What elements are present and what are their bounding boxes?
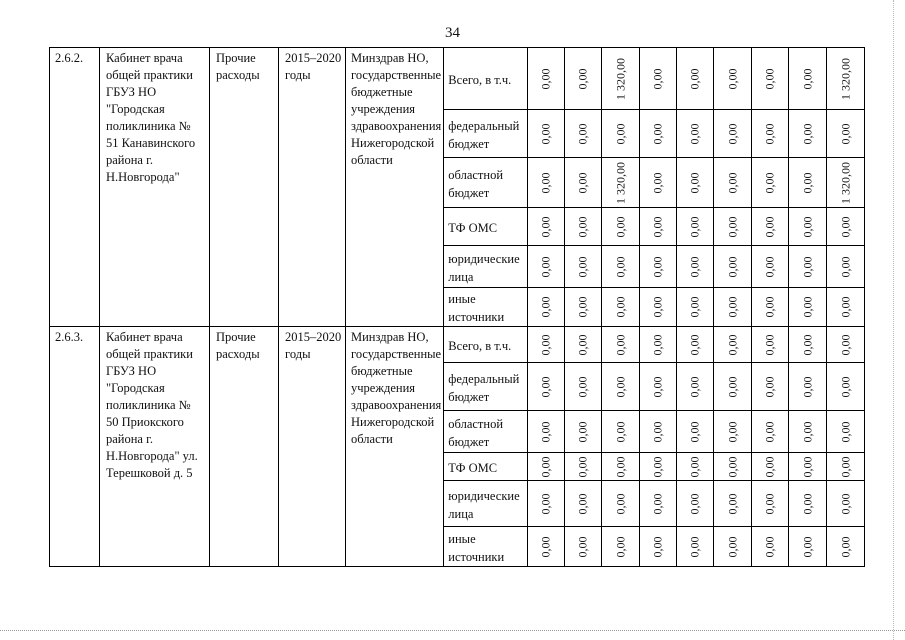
amount-value: 0,00 [613,536,628,557]
amount-value: 0,00 [725,256,740,277]
amount-cell [752,48,789,110]
amount-cell [714,110,752,158]
amount-cell [789,527,827,567]
amount-value: 0,00 [725,421,740,442]
amount-value: 0,00 [800,536,815,557]
funding-source: Всего, в т.ч. [444,48,528,110]
amount-cell [827,288,865,327]
amount-value: 0,00 [762,536,777,557]
amount-value: 0,00 [613,216,628,237]
amount-value: 0,00 [838,456,853,477]
funding-source: юридические лица [444,481,528,527]
amount-value: 0,00 [575,123,590,144]
amount-value: 0,00 [725,536,740,557]
amount-value: 0,00 [838,536,853,557]
amount-cell [827,481,865,527]
amount-value: 0,00 [575,376,590,397]
amount-value: 0,00 [538,172,553,193]
amount-cell [528,481,565,527]
amount-cell [528,208,565,246]
amount-value: 0,00 [687,68,702,89]
amount-cell [565,246,602,288]
amount-value: 0,00 [687,172,702,193]
funding-source: областной бюджет [444,411,528,453]
amount-value: 0,00 [650,376,665,397]
amount-value: 0,00 [762,172,777,193]
amount-value: 0,00 [575,256,590,277]
amount-cell [602,453,640,481]
amount-value: 0,00 [762,493,777,514]
amount-cell [602,158,640,208]
amount-value: 1 320,00 [838,161,853,204]
amount-cell [640,48,677,110]
amount-cell [640,527,677,567]
amount-value: 0,00 [650,421,665,442]
amount-value: 0,00 [613,334,628,355]
amount-cell [677,363,714,411]
amount-value: 0,00 [687,296,702,318]
amount-cell [677,48,714,110]
table-row [50,48,865,110]
amount-cell [602,48,640,110]
amount-value: 0,00 [575,172,590,193]
amount-value: 0,00 [538,493,553,514]
amount-cell [827,527,865,567]
amount-cell [752,288,789,327]
amount-value: 0,00 [762,216,777,237]
amount-cell [714,208,752,246]
amount-value: 0,00 [613,421,628,442]
executor: Минздрав НО, государственные бюджетные учреждения здравоохранения Нижегородской области [346,327,444,567]
amount-cell [565,48,602,110]
amount-cell [565,158,602,208]
amount-cell [714,48,752,110]
amount-value: 0,00 [800,256,815,277]
funding-source: иные источники [444,527,528,567]
amount-value: 0,00 [650,493,665,514]
executor: Минздрав НО, государственные бюджетные учреждения здравоохранения Нижегородской области [346,48,444,327]
amount-value: 0,00 [762,123,777,144]
amount-value: 0,00 [800,123,815,144]
amount-cell [714,453,752,481]
amount-value: 0,00 [687,123,702,144]
amount-cell [640,453,677,481]
amount-cell [602,363,640,411]
amount-value: 0,00 [725,216,740,237]
amount-value: 0,00 [800,493,815,514]
amount-value: 0,00 [725,334,740,355]
amount-cell [640,327,677,363]
amount-cell [714,327,752,363]
amount-cell [565,411,602,453]
amount-value: 0,00 [800,456,815,477]
expense-type: Прочие расходы [210,327,279,567]
amount-cell [602,481,640,527]
amount-value: 0,00 [575,334,590,355]
amount-value: 0,00 [538,536,553,557]
amount-value: 0,00 [838,334,853,355]
amount-cell [528,48,565,110]
amount-cell [677,327,714,363]
amount-cell [827,411,865,453]
funding-source: Всего, в т.ч. [444,327,528,363]
amount-cell [827,208,865,246]
amount-value: 0,00 [762,421,777,442]
expense-type: Прочие расходы [210,48,279,327]
amount-cell [602,411,640,453]
amount-cell [640,110,677,158]
amount-cell [528,246,565,288]
amount-cell [565,110,602,158]
item-code: 2.6.3. [50,327,100,567]
amount-value: 0,00 [762,334,777,355]
amount-value: 0,00 [762,456,777,477]
amount-value: 0,00 [687,256,702,277]
amount-value: 0,00 [838,493,853,514]
amount-value: 0,00 [538,296,553,318]
amount-value: 0,00 [725,456,740,477]
amount-cell [528,110,565,158]
amount-cell [528,327,565,363]
amount-value: 0,00 [650,216,665,237]
amount-value: 0,00 [650,296,665,318]
amount-value: 0,00 [575,68,590,89]
amount-value: 0,00 [650,172,665,193]
amount-cell [640,158,677,208]
amount-cell [602,327,640,363]
amount-cell [640,208,677,246]
table-row [50,327,865,363]
amount-value: 1 320,00 [838,57,853,100]
amount-cell [789,208,827,246]
amount-value: 0,00 [575,493,590,514]
amount-cell [827,363,865,411]
amount-value: 0,00 [650,334,665,355]
amount-value: 0,00 [650,256,665,277]
amount-cell [565,527,602,567]
amount-cell [677,208,714,246]
amount-cell [602,288,640,327]
amount-cell [640,288,677,327]
amount-value: 0,00 [538,376,553,397]
item-name: Кабинет врача общей практики ГБУЗ НО "Городская поликлиника № 51 Канавинского района г. Н.Новгорода" [100,48,210,327]
amount-value: 0,00 [838,296,853,318]
amount-cell [827,48,865,110]
amount-cell [752,411,789,453]
amount-value: 0,00 [762,376,777,397]
amount-cell [565,453,602,481]
amount-cell [752,246,789,288]
amount-cell [752,327,789,363]
amount-value: 0,00 [687,376,702,397]
budget-table [49,47,865,567]
amount-cell [789,363,827,411]
amount-value: 0,00 [650,536,665,557]
amount-cell [752,527,789,567]
amount-value: 0,00 [613,256,628,277]
amount-value: 0,00 [538,456,553,477]
amount-value: 0,00 [613,296,628,318]
amount-value: 0,00 [800,376,815,397]
page-bottom-rule [0,630,905,631]
amount-cell [827,110,865,158]
amount-cell [789,246,827,288]
period: 2015–2020 годы [279,48,346,327]
amount-cell [565,481,602,527]
amount-value: 0,00 [838,421,853,442]
amount-value: 0,00 [725,376,740,397]
funding-source: иные источники [444,288,528,327]
amount-cell [789,453,827,481]
amount-value: 0,00 [800,334,815,355]
amount-value: 0,00 [687,536,702,557]
amount-cell [565,208,602,246]
amount-value: 0,00 [762,256,777,277]
amount-value: 0,00 [725,493,740,514]
amount-cell [789,327,827,363]
amount-cell [789,288,827,327]
amount-value: 0,00 [762,68,777,89]
amount-value: 0,00 [838,376,853,397]
amount-cell [827,453,865,481]
amount-value: 0,00 [613,493,628,514]
amount-cell [528,288,565,327]
amount-value: 0,00 [538,123,553,144]
amount-cell [714,288,752,327]
amount-cell [752,481,789,527]
amount-value: 0,00 [613,456,628,477]
amount-value: 0,00 [838,216,853,237]
amount-cell [789,48,827,110]
amount-cell [640,481,677,527]
scan-edge-mark [893,0,894,640]
amount-cell [565,288,602,327]
amount-value: 0,00 [575,536,590,557]
amount-value: 0,00 [538,216,553,237]
amount-cell [714,363,752,411]
amount-value: 0,00 [800,68,815,89]
amount-value: 0,00 [800,216,815,237]
amount-cell [827,246,865,288]
amount-cell [677,453,714,481]
amount-value: 0,00 [575,421,590,442]
period: 2015–2020 годы [279,327,346,567]
amount-cell [602,110,640,158]
amount-cell [752,158,789,208]
amount-value: 0,00 [838,123,853,144]
amount-cell [714,527,752,567]
page-number: 34 [445,25,460,41]
funding-source: юридические лица [444,246,528,288]
amount-cell [789,481,827,527]
amount-cell [528,527,565,567]
amount-value: 0,00 [575,296,590,318]
amount-cell [714,246,752,288]
amount-value: 0,00 [687,493,702,514]
amount-value: 0,00 [687,456,702,477]
amount-cell [752,208,789,246]
amount-value: 0,00 [575,216,590,237]
amount-value: 0,00 [575,456,590,477]
amount-cell [565,363,602,411]
amount-value: 0,00 [725,296,740,318]
amount-cell [677,288,714,327]
amount-cell [528,411,565,453]
amount-cell [677,110,714,158]
amount-cell [752,453,789,481]
amount-cell [827,158,865,208]
amount-value: 0,00 [538,256,553,277]
amount-cell [602,527,640,567]
amount-cell [789,411,827,453]
amount-cell [714,411,752,453]
amount-value: 0,00 [538,421,553,442]
amount-value: 0,00 [687,216,702,237]
funding-source: ТФ ОМС [444,208,528,246]
amount-cell [640,246,677,288]
item-code: 2.6.2. [50,48,100,327]
amount-cell [677,527,714,567]
amount-value: 0,00 [838,256,853,277]
amount-value: 0,00 [650,456,665,477]
item-name: Кабинет врача общей практики ГБУЗ НО "Городская поликлиника № 50 Приокского района г. Н.Новгорода" ул. Терешковой д. 5 [100,327,210,567]
amount-cell [602,246,640,288]
amount-value: 0,00 [800,172,815,193]
amount-value: 0,00 [800,421,815,442]
amount-cell [677,246,714,288]
funding-source: федеральный бюджет [444,363,528,411]
amount-value: 0,00 [725,172,740,193]
funding-source: областной бюджет [444,158,528,208]
amount-cell [602,208,640,246]
amount-cell [677,481,714,527]
amount-value: 0,00 [650,68,665,89]
funding-source: ТФ ОМС [444,453,528,481]
amount-cell [640,363,677,411]
amount-cell [752,110,789,158]
amount-value: 0,00 [613,123,628,144]
amount-value: 1 320,00 [613,57,628,100]
funding-source: федеральный бюджет [444,110,528,158]
amount-cell [752,363,789,411]
amount-value: 0,00 [800,296,815,318]
amount-value: 0,00 [613,376,628,397]
amount-value: 0,00 [725,68,740,89]
amount-cell [640,411,677,453]
amount-value: 0,00 [762,296,777,318]
amount-value: 0,00 [650,123,665,144]
amount-cell [789,110,827,158]
amount-cell [677,411,714,453]
amount-cell [827,327,865,363]
amount-cell [714,481,752,527]
amount-cell [528,158,565,208]
amount-cell [528,453,565,481]
amount-value: 0,00 [687,421,702,442]
amount-cell [528,363,565,411]
amount-value: 0,00 [538,334,553,355]
amount-value: 0,00 [538,68,553,89]
amount-value: 0,00 [687,334,702,355]
amount-value: 0,00 [725,123,740,144]
amount-cell [714,158,752,208]
amount-cell [565,327,602,363]
amount-cell [677,158,714,208]
amount-value: 1 320,00 [613,161,628,204]
amount-cell [789,158,827,208]
